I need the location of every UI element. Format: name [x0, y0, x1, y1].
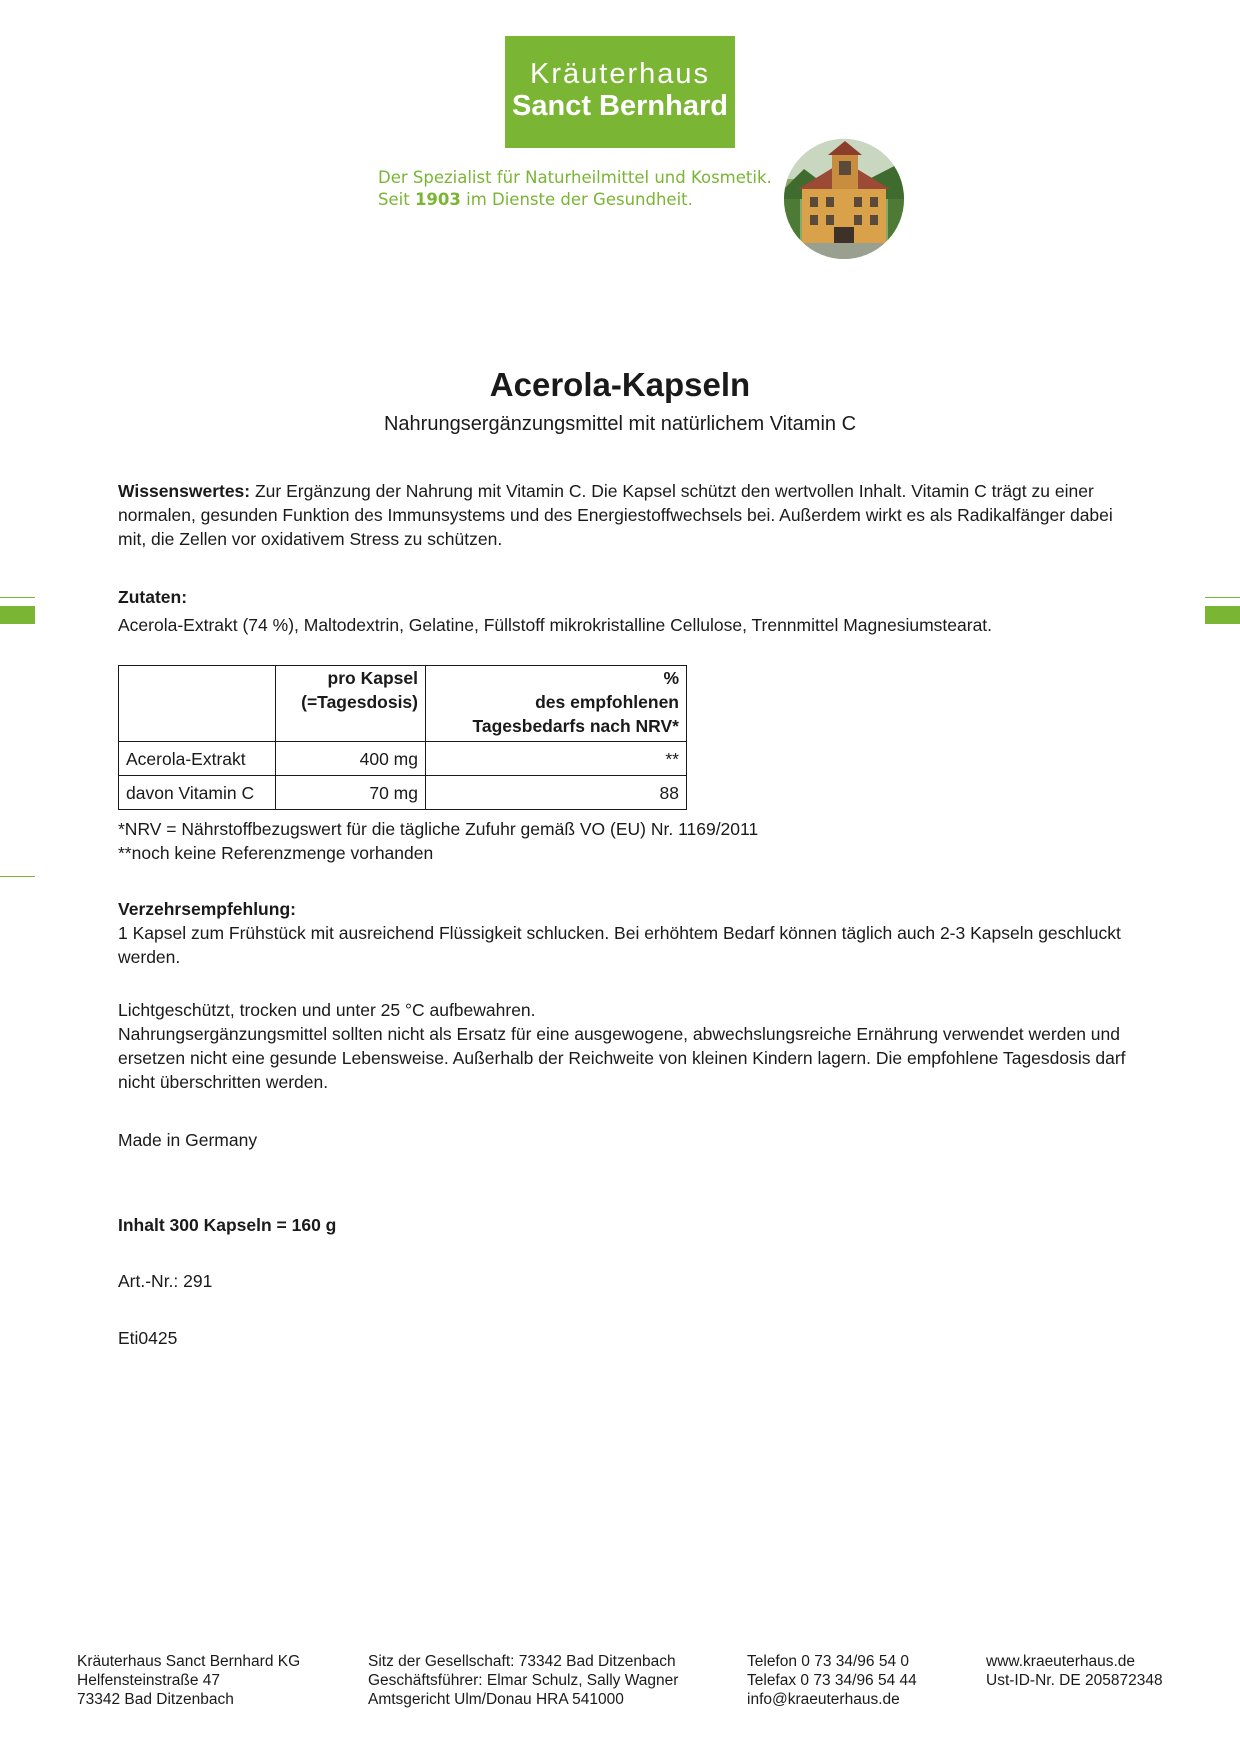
table-header-cell: pro Kapsel (=Tagesdosis): [276, 666, 426, 742]
table-cell: 70 mg: [276, 776, 426, 810]
table-cell: 400 mg: [276, 742, 426, 776]
reference-footnote: **noch keine Referenzmenge vorhanden: [118, 843, 434, 863]
content-amount: Inhalt 300 Kapseln = 160 g: [118, 1215, 337, 1235]
wissenswertes-text: Zur Ergänzung der Nahrung mit Vitamin C. Die Kapsel schützt den wertvollen Inhalt. Vitamin C trägt zu einer normalen, gesunden Funktion des Immunsystems und des Energiestoffwechsels bei. Außerdem wirkt es als Radikalfänger dabei mit, die Zellen vor oxidativem Stress zu schützen.: [118, 481, 1113, 549]
table-header-cell: [119, 666, 276, 742]
tagline-line-2: Seit 1903 im Dienste der Gesundheit.: [378, 190, 693, 209]
warning-text: Nahrungsergänzungsmittel sollten nicht als Ersatz für eine ausgewogene, abwechslungsreiche Ernährung verwendet werden und ersetzen nicht eine gesunde Lebensweise. Außerhalb der Reichweite von kleinen Kindern lagern. Die empfohlene Tagesdosis darf nicht überschritten werden.: [118, 1024, 1126, 1092]
wissenswertes-paragraph: [118, 479, 1138, 551]
verzehr-label: Verzehrsempfehlung:: [118, 899, 296, 919]
logo-line-1: Kräuterhaus: [530, 58, 710, 90]
footer-web: www.kraeuterhaus.de Ust-ID-Nr. DE 205872348: [986, 1653, 1163, 1689]
label-code: Eti0425: [118, 1328, 178, 1348]
table-row: [119, 776, 687, 810]
side-mark-bar-right: [1205, 606, 1240, 624]
side-mark-line-left: [0, 597, 35, 598]
table-cell: Acerola-Extrakt: [119, 742, 276, 776]
nrv-footnote: *NRV = Nährstoffbezugswert für die tägliche Zufuhr gemäß VO (EU) Nr. 1169/2011: [118, 819, 759, 839]
side-mark-bar-left: [0, 606, 35, 624]
article-number: Art.-Nr.: 291: [118, 1271, 213, 1291]
table-header-cell: % des empfohlenen Tagesbedarfs nach NRV*: [426, 666, 687, 742]
side-mark-line-right: [1205, 597, 1240, 598]
zutaten-text: Acerola-Extrakt (74 %), Maltodextrin, Gelatine, Füllstoff mikrokristalline Cellulose, Trennmittel Magnesiumstearat.: [118, 615, 993, 635]
table-cell: 88: [426, 776, 687, 810]
logo-line-2: Sanct Bernhard: [512, 90, 728, 122]
table-row: [119, 742, 687, 776]
footer-company-info: Sitz der Gesellschaft: 73342 Bad Ditzenbach Geschäftsführer: Elmar Schulz, Sally Wagner Amtsgericht Ulm/Donau HRA 541000: [368, 1653, 679, 1708]
side-mark-line-left-lower: [0, 876, 35, 877]
wissenswertes-label: Wissenswertes:: [118, 481, 251, 501]
building-photo-badge: [784, 139, 904, 259]
zutaten-label: Zutaten:: [118, 587, 188, 607]
brand-logo: [505, 36, 735, 148]
made-in: Made in Germany: [118, 1130, 258, 1150]
nutrition-table: [118, 665, 687, 810]
table-header-row: [119, 666, 687, 742]
footer-address: Kräuterhaus Sanct Bernhard KG Helfensteinstraße 47 73342 Bad Ditzenbach: [77, 1653, 301, 1708]
building-illustration-icon: [784, 139, 904, 259]
table-cell: **: [426, 742, 687, 776]
product-title: Acerola-Kapseln: [489, 366, 751, 403]
footer-contact: Telefon 0 73 34/96 54 0 Telefax 0 73 34/96 54 44 info@kraeuterhaus.de: [747, 1653, 917, 1708]
storage-line: Lichtgeschützt, trocken und unter 25 °C aufbewahren.: [118, 1000, 536, 1020]
tagline-line-1: Der Spezialist für Naturheilmittel und Kosmetik.: [378, 168, 772, 187]
table-cell: davon Vitamin C: [119, 776, 276, 810]
product-subtitle: Nahrungsergänzungsmittel mit natürlichem Vitamin C: [383, 413, 857, 435]
verzehr-text: 1 Kapsel zum Frühstück mit ausreichend Flüssigkeit schlucken. Bei erhöhtem Bedarf können täglich auch 2-3 Kapseln geschluckt werden.: [118, 923, 1121, 967]
